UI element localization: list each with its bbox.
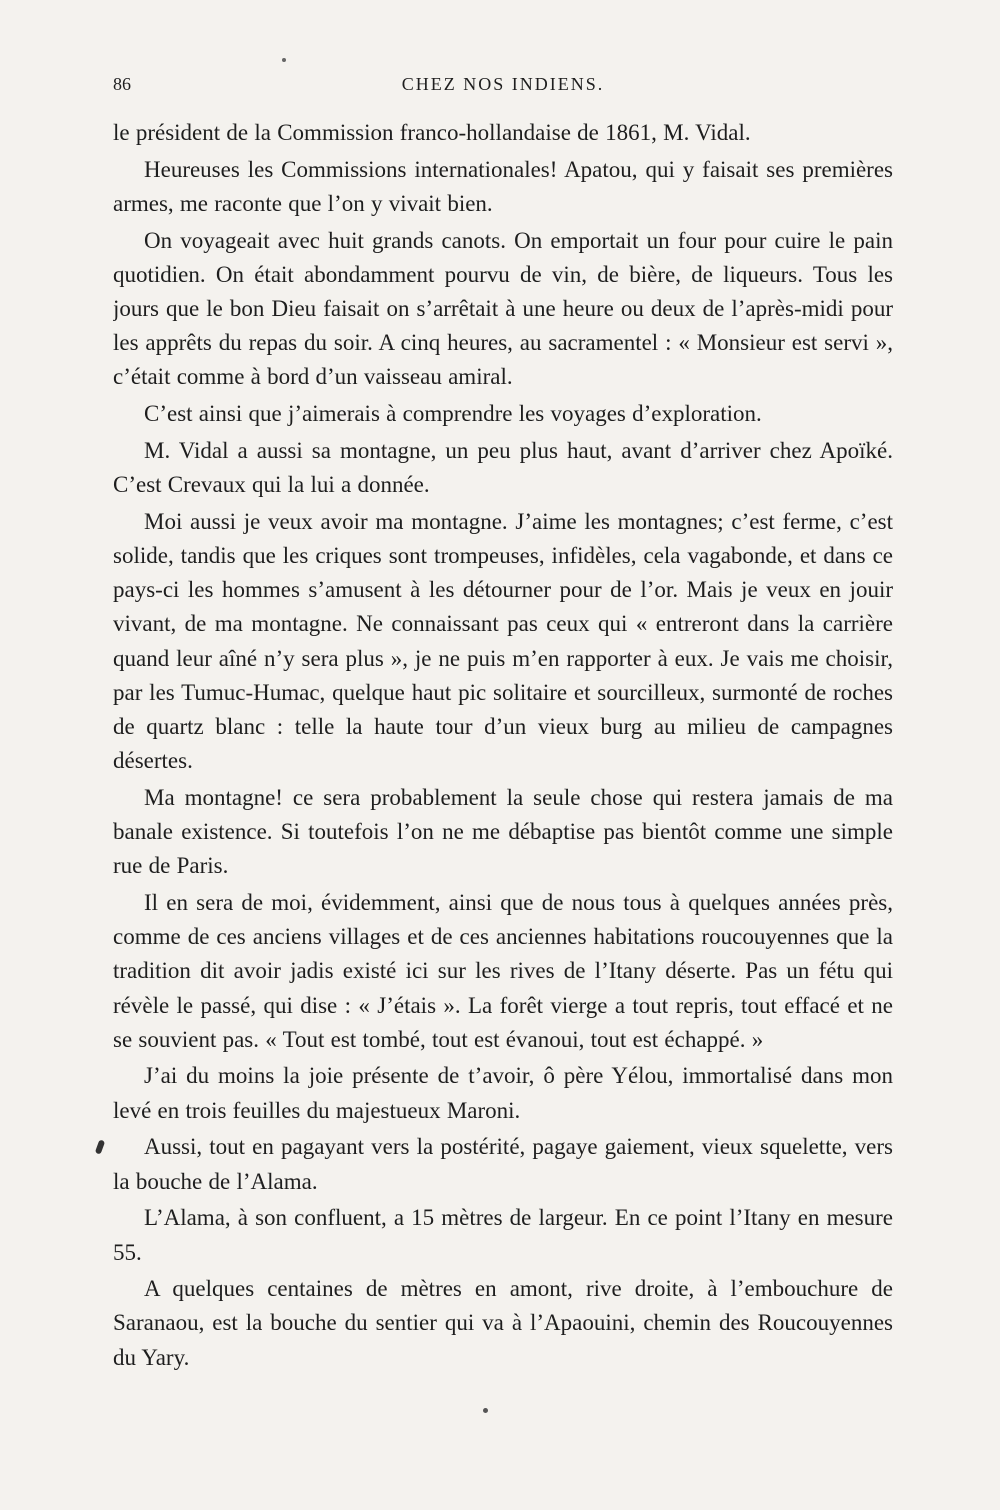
ink-speck	[282, 58, 286, 62]
paragraph-5: M. Vidal a aussi sa montagne, un peu plus haut, avant d’arriver chez Apoïké. C’est Crevaux qui la lui a donnée.	[113, 437, 893, 498]
paragraph-6: Moi aussi je veux avoir ma montagne. J’aime les montagnes; c’est ferme, c’est solide, tandis que les criques sont trompeuses, infidèles, cela vagabonde, et dans ce pays-ci les hommes s’amusent à les détourner pour de l’or. Mais je veux en jouir vivant, de ma montagne. Ne connaissant pas ceux qui « entreront dans la carrière quand leur aîné n’y sera plus », je ne puis m’en rapporter à eux. Je vais me choisir, par les Tumuc-Humac, quelque haut pic solitaire et sourcilleux, surmonté de roches de quartz blanc : telle la haute tour d’un vieux burg au milieu de campagnes désertes.	[113, 508, 893, 774]
paragraph-9: J’ai du moins la joie présente de t’avoir, ô père Yélou, immortalisé dans mon levé en trois feuilles du majestueux Maroni.	[113, 1063, 893, 1123]
paragraph-4: C’est ainsi que j’aimerais à comprendre les voyages d’exploration.	[144, 401, 762, 427]
paragraph-7: Ma montagne! ce sera probablement la seule chose qui restera jamais de ma banale existence. Si toutefois l’on ne me débaptise pas bientôt comme une simple rue de Paris.	[113, 784, 893, 879]
running-header	[113, 74, 893, 104]
paragraph-12: A quelques centaines de mètres en amont, rive droite, à l’embouchure de Saranaou, est la bouche du sentier qui va à l’Apaouini, chemin des Roucouyennes du Yary.	[113, 1276, 893, 1370]
body-text	[113, 116, 893, 1416]
page-number: 86	[113, 74, 131, 94]
paragraph-11: L’Alama, à son confluent, a 15 mètres de largeur. En ce point l’Itany en mesure 55.	[113, 1205, 893, 1265]
running-title: CHEZ NOS INDIENS.	[401, 74, 605, 94]
ink-speck	[483, 1408, 488, 1413]
paragraph-8: Il en sera de moi, évidemment, ainsi que de nous tous à quelques années près, comme de ces anciens villages et de ces anciennes habitations roucouyennes que la tradition dit avoir jadis existé ici sur les rives de l’Itany déserte. Pas un fétu qui révèle le passé, qui dise : « J’étais ». La forêt vierge a tout repris, tout effacé et ne se souvient pas. « Tout est tombé, tout est évanoui, tout est échappé. »	[113, 889, 893, 1052]
ink-speck	[95, 1139, 105, 1154]
paragraph-10: Aussi, tout en pagayant vers la postérité, pagaye gaiement, vieux squelette, vers la bouche de l’Alama.	[113, 1134, 893, 1194]
paragraph-1: le président de la Commission franco-hollandaise de 1861, M. Vidal.	[113, 120, 751, 145]
paragraph-2: Heureuses les Commissions internationales! Apatou, qui y faisait ses premières armes, me raconte que l’on y vivait bien.	[113, 156, 893, 216]
paragraph-3: On voyageait avec huit grands canots. On emportait un four pour cuire le pain quotidien. On était abondamment pourvu de vin, de bière, de liqueurs. Tous les jours que le bon Dieu faisait on s’arrêtait à une heure ou deux de l’après-midi pour les apprêts du repas du soir. A cinq heures, au sacramentel : « Monsieur est servi », c’était comme à bord d’un vaisseau amiral.	[113, 227, 893, 390]
